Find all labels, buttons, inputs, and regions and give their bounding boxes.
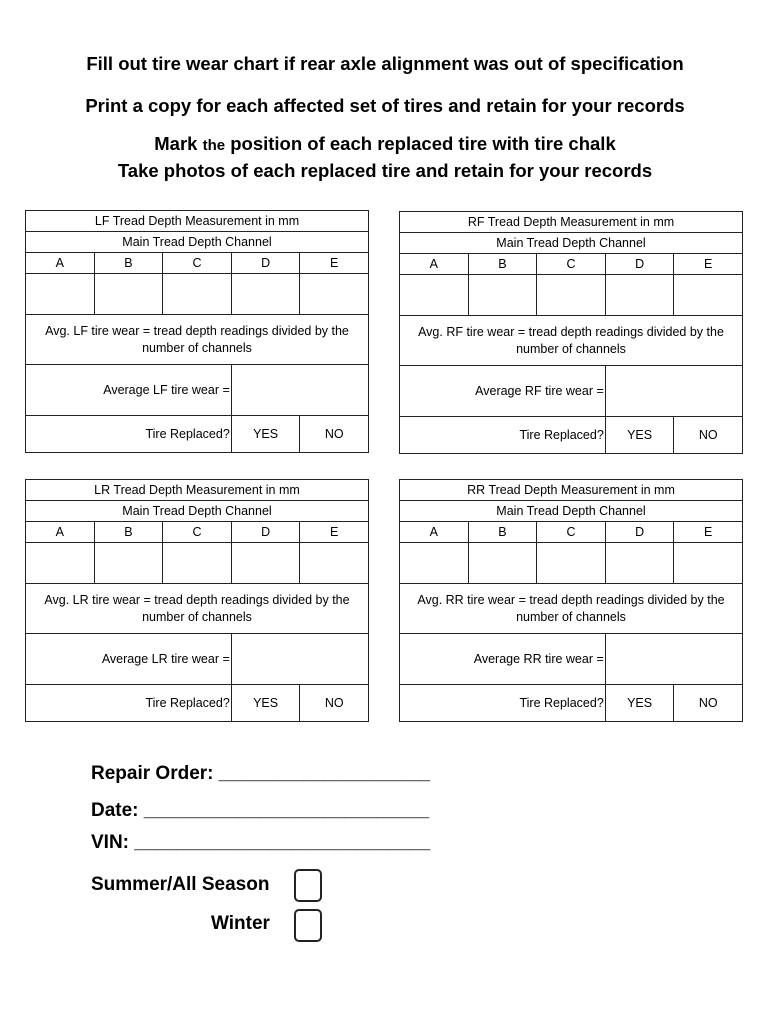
instruction-line-3-part-c: position of each replaced tire with tire chalk [225,133,616,154]
winter-checkbox[interactable] [294,909,322,942]
column-header-a: A [400,522,469,543]
average-wear-input[interactable] [605,634,742,685]
channel-label: Main Tread Depth Channel [400,501,743,522]
chart-title: RR Tread Depth Measurement in mm [400,480,743,501]
column-header-c: C [537,522,606,543]
reading-cell-a[interactable] [26,274,95,315]
channel-label: Main Tread Depth Channel [26,232,369,253]
reading-cell-d[interactable] [605,275,674,316]
column-header-b: B [468,522,537,543]
column-header-e: E [674,522,743,543]
chart-title: RF Tread Depth Measurement in mm [400,212,743,233]
reading-cell-e[interactable] [674,275,743,316]
lf-tread-chart [25,210,369,453]
replaced-no-option[interactable]: NO [300,416,369,453]
column-header-d: D [605,522,674,543]
average-wear-label: Average LF tire wear = [26,365,232,416]
instruction-line-3-part-a: Mark [154,133,203,154]
chart-title: LR Tread Depth Measurement in mm [26,480,369,501]
reading-cell-b[interactable] [468,543,537,584]
average-wear-label: Average LR tire wear = [26,634,232,685]
instruction-line-1: Fill out tire wear chart if rear axle alignment was out of specification [86,53,684,74]
column-header-c: C [163,253,232,274]
column-header-a: A [400,254,469,275]
chart-title: LF Tread Depth Measurement in mm [26,211,369,232]
winter-label: Winter [211,913,270,934]
instruction-line-4: Take photos of each replaced tire and retain for your records [117,160,653,181]
reading-cell-c[interactable] [163,543,232,584]
summer-all-season-label: Summer/All Season [91,874,270,895]
average-wear-label: Average RR tire wear = [400,634,606,685]
column-header-d: D [605,254,674,275]
reading-cell-a[interactable] [400,543,469,584]
reading-cell-e[interactable] [674,543,743,584]
instruction-line-2: Print a copy for each affected set of tires and retain for your records [85,95,685,116]
average-wear-label: Average RF tire wear = [400,366,606,417]
tire-replaced-label: Tire Replaced? [26,685,232,722]
avg-formula-note: Avg. LF tire wear = tread depth readings divided by the number of channels [26,315,369,365]
summer-all-season-checkbox[interactable] [294,869,322,902]
reading-cell-b[interactable] [468,275,537,316]
column-header-b: B [468,254,537,275]
date-field[interactable]: Date: ___________________________ [91,800,430,821]
column-header-b: B [94,253,163,274]
replaced-yes-option[interactable]: YES [605,417,674,454]
avg-formula-note: Avg. RR tire wear = tread depth readings divided by the number of channels [400,584,743,634]
lr-tread-chart [25,479,369,722]
reading-cell-c[interactable] [163,274,232,315]
column-header-d: D [231,253,300,274]
reading-cell-e[interactable] [300,274,369,315]
column-header-a: A [26,253,95,274]
vin-field[interactable]: VIN: ____________________________ [91,832,431,853]
reading-cell-d[interactable] [231,274,300,315]
reading-cell-e[interactable] [300,543,369,584]
average-wear-input[interactable] [231,634,368,685]
instruction-line-3-part-b: the [202,137,226,154]
avg-formula-note: Avg. LR tire wear = tread depth readings divided by the number of channels [26,584,369,634]
reading-cell-c[interactable] [537,543,606,584]
tire-replaced-label: Tire Replaced? [26,416,232,453]
tire-replaced-label: Tire Replaced? [400,417,606,454]
replaced-no-option[interactable]: NO [674,685,743,722]
instruction-line-3 [0,133,770,155]
replaced-yes-option[interactable]: YES [605,685,674,722]
column-header-d: D [231,522,300,543]
reading-cell-b[interactable] [94,274,163,315]
channel-label: Main Tread Depth Channel [400,233,743,254]
avg-formula-note: Avg. RF tire wear = tread depth readings divided by the number of channels [400,316,743,366]
replaced-no-option[interactable]: NO [300,685,369,722]
reading-cell-a[interactable] [26,543,95,584]
column-header-a: A [26,522,95,543]
reading-cell-d[interactable] [605,543,674,584]
reading-cell-b[interactable] [94,543,163,584]
column-header-e: E [300,253,369,274]
replaced-no-option[interactable]: NO [674,417,743,454]
replaced-yes-option[interactable]: YES [231,685,300,722]
column-header-e: E [300,522,369,543]
column-header-e: E [674,254,743,275]
rf-tread-chart [399,211,743,454]
average-wear-input[interactable] [605,366,742,417]
reading-cell-c[interactable] [537,275,606,316]
rr-tread-chart [399,479,743,722]
channel-label: Main Tread Depth Channel [26,501,369,522]
column-header-c: C [163,522,232,543]
reading-cell-a[interactable] [400,275,469,316]
replaced-yes-option[interactable]: YES [231,416,300,453]
reading-cell-d[interactable] [231,543,300,584]
tire-replaced-label: Tire Replaced? [400,685,606,722]
column-header-c: C [537,254,606,275]
repair-order-field[interactable]: Repair Order: ____________________ [91,763,431,784]
average-wear-input[interactable] [231,365,368,416]
column-header-b: B [94,522,163,543]
